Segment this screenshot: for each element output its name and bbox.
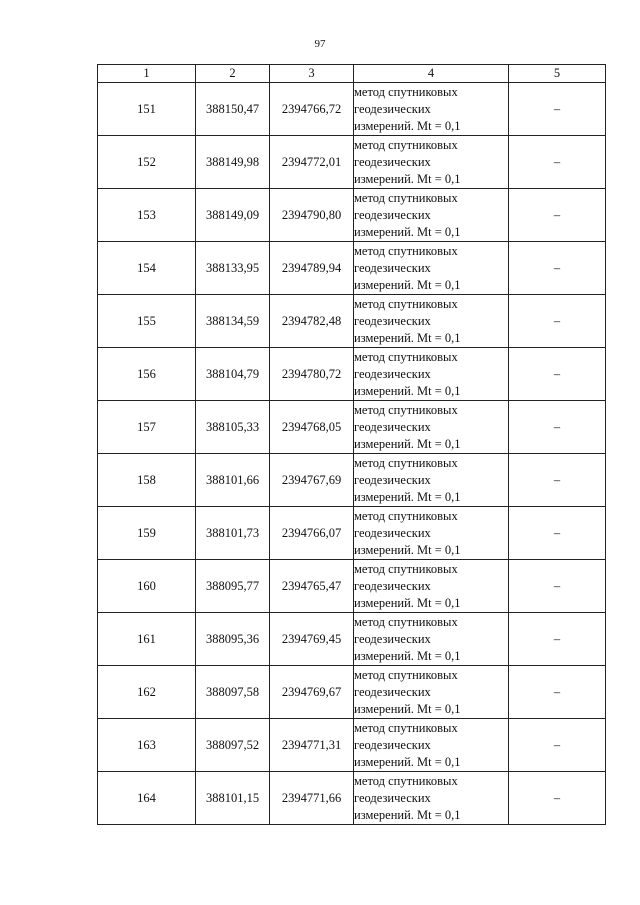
method-line: метод спутниковых bbox=[354, 84, 458, 99]
method-line: метод спутниковых bbox=[354, 243, 458, 258]
method-cell bbox=[354, 772, 509, 825]
method-line: измерений. Mt = 0,1 bbox=[354, 489, 461, 504]
point-number-cell: 163 bbox=[98, 719, 196, 772]
table-row bbox=[98, 560, 606, 613]
column-header-5: 5 bbox=[509, 65, 606, 83]
note-cell: – bbox=[509, 560, 606, 613]
method-line: геодезических bbox=[354, 207, 431, 222]
method-line: измерений. Mt = 0,1 bbox=[354, 118, 461, 133]
method-line: измерений. Mt = 0,1 bbox=[354, 277, 461, 292]
method-cell bbox=[354, 189, 509, 242]
method-line: геодезических bbox=[354, 472, 431, 487]
note-cell: – bbox=[509, 242, 606, 295]
x-coordinate-cell: 388095,36 bbox=[196, 613, 270, 666]
method-line: метод спутниковых bbox=[354, 402, 458, 417]
x-coordinate-cell: 388133,95 bbox=[196, 242, 270, 295]
method-cell bbox=[354, 242, 509, 295]
y-coordinate-cell: 2394771,66 bbox=[270, 772, 354, 825]
note-cell: – bbox=[509, 348, 606, 401]
method-line: измерений. Mt = 0,1 bbox=[354, 436, 461, 451]
coordinates-table bbox=[97, 64, 606, 825]
table-row bbox=[98, 242, 606, 295]
table-header-row bbox=[98, 65, 606, 83]
method-line: метод спутниковых bbox=[354, 614, 458, 629]
y-coordinate-cell: 2394780,72 bbox=[270, 348, 354, 401]
table-row bbox=[98, 83, 606, 136]
x-coordinate-cell: 388149,09 bbox=[196, 189, 270, 242]
method-line: геодезических bbox=[354, 684, 431, 699]
x-coordinate-cell: 388097,52 bbox=[196, 719, 270, 772]
x-coordinate-cell: 388150,47 bbox=[196, 83, 270, 136]
point-number-cell: 164 bbox=[98, 772, 196, 825]
method-line: метод спутниковых bbox=[354, 296, 458, 311]
method-line: геодезических bbox=[354, 790, 431, 805]
method-cell bbox=[354, 83, 509, 136]
note-cell: – bbox=[509, 613, 606, 666]
table-row bbox=[98, 454, 606, 507]
note-cell: – bbox=[509, 454, 606, 507]
method-line: метод спутниковых bbox=[354, 190, 458, 205]
column-header-4: 4 bbox=[354, 65, 509, 83]
column-header-3: 3 bbox=[270, 65, 354, 83]
x-coordinate-cell: 388101,66 bbox=[196, 454, 270, 507]
table-row bbox=[98, 348, 606, 401]
method-line: измерений. Mt = 0,1 bbox=[354, 383, 461, 398]
y-coordinate-cell: 2394765,47 bbox=[270, 560, 354, 613]
method-line: геодезических bbox=[354, 419, 431, 434]
y-coordinate-cell: 2394767,69 bbox=[270, 454, 354, 507]
method-line: измерений. Mt = 0,1 bbox=[354, 754, 461, 769]
column-header-1: 1 bbox=[98, 65, 196, 83]
note-cell: – bbox=[509, 295, 606, 348]
y-coordinate-cell: 2394769,45 bbox=[270, 613, 354, 666]
method-line: метод спутниковых bbox=[354, 455, 458, 470]
method-cell bbox=[354, 666, 509, 719]
point-number-cell: 155 bbox=[98, 295, 196, 348]
method-line: измерений. Mt = 0,1 bbox=[354, 807, 461, 822]
method-line: измерений. Mt = 0,1 bbox=[354, 171, 461, 186]
method-line: геодезических bbox=[354, 313, 431, 328]
column-header-2: 2 bbox=[196, 65, 270, 83]
note-cell: – bbox=[509, 666, 606, 719]
method-line: измерений. Mt = 0,1 bbox=[354, 595, 461, 610]
method-cell bbox=[354, 136, 509, 189]
point-number-cell: 161 bbox=[98, 613, 196, 666]
method-cell bbox=[354, 454, 509, 507]
x-coordinate-cell: 388105,33 bbox=[196, 401, 270, 454]
x-coordinate-cell: 388149,98 bbox=[196, 136, 270, 189]
table-row bbox=[98, 666, 606, 719]
method-line: метод спутниковых bbox=[354, 561, 458, 576]
point-number-cell: 151 bbox=[98, 83, 196, 136]
x-coordinate-cell: 388101,73 bbox=[196, 507, 270, 560]
method-line: метод спутниковых bbox=[354, 137, 458, 152]
table-row bbox=[98, 401, 606, 454]
table-body bbox=[98, 65, 606, 825]
y-coordinate-cell: 2394772,01 bbox=[270, 136, 354, 189]
method-line: геодезических bbox=[354, 260, 431, 275]
note-cell: – bbox=[509, 401, 606, 454]
method-line: метод спутниковых bbox=[354, 349, 458, 364]
method-line: измерений. Mt = 0,1 bbox=[354, 701, 461, 716]
method-line: измерений. Mt = 0,1 bbox=[354, 224, 461, 239]
table-row bbox=[98, 719, 606, 772]
point-number-cell: 162 bbox=[98, 666, 196, 719]
method-line: геодезических bbox=[354, 631, 431, 646]
point-number-cell: 157 bbox=[98, 401, 196, 454]
y-coordinate-cell: 2394766,72 bbox=[270, 83, 354, 136]
table-row bbox=[98, 189, 606, 242]
y-coordinate-cell: 2394789,94 bbox=[270, 242, 354, 295]
point-number-cell: 154 bbox=[98, 242, 196, 295]
method-line: метод спутниковых bbox=[354, 508, 458, 523]
method-line: геодезических bbox=[354, 737, 431, 752]
table-row bbox=[98, 295, 606, 348]
point-number-cell: 158 bbox=[98, 454, 196, 507]
table-row bbox=[98, 136, 606, 189]
y-coordinate-cell: 2394768,05 bbox=[270, 401, 354, 454]
method-line: измерений. Mt = 0,1 bbox=[354, 648, 461, 663]
method-line: геодезических bbox=[354, 366, 431, 381]
method-line: измерений. Mt = 0,1 bbox=[354, 542, 461, 557]
point-number-cell: 159 bbox=[98, 507, 196, 560]
x-coordinate-cell: 388095,77 bbox=[196, 560, 270, 613]
y-coordinate-cell: 2394782,48 bbox=[270, 295, 354, 348]
x-coordinate-cell: 388101,15 bbox=[196, 772, 270, 825]
point-number-cell: 156 bbox=[98, 348, 196, 401]
point-number-cell: 153 bbox=[98, 189, 196, 242]
y-coordinate-cell: 2394790,80 bbox=[270, 189, 354, 242]
point-number-cell: 152 bbox=[98, 136, 196, 189]
x-coordinate-cell: 388097,58 bbox=[196, 666, 270, 719]
x-coordinate-cell: 388104,79 bbox=[196, 348, 270, 401]
x-coordinate-cell: 388134,59 bbox=[196, 295, 270, 348]
method-cell bbox=[354, 613, 509, 666]
point-number-cell: 160 bbox=[98, 560, 196, 613]
note-cell: – bbox=[509, 83, 606, 136]
method-cell bbox=[354, 401, 509, 454]
method-cell bbox=[354, 348, 509, 401]
table-row bbox=[98, 772, 606, 825]
page-number: 97 bbox=[314, 38, 326, 50]
method-line: геодезических bbox=[354, 525, 431, 540]
note-cell: – bbox=[509, 772, 606, 825]
table-row bbox=[98, 507, 606, 560]
method-line: метод спутниковых bbox=[354, 667, 458, 682]
note-cell: – bbox=[509, 507, 606, 560]
method-cell bbox=[354, 507, 509, 560]
method-cell bbox=[354, 560, 509, 613]
method-cell bbox=[354, 295, 509, 348]
y-coordinate-cell: 2394766,07 bbox=[270, 507, 354, 560]
y-coordinate-cell: 2394771,31 bbox=[270, 719, 354, 772]
table-row bbox=[98, 613, 606, 666]
note-cell: – bbox=[509, 719, 606, 772]
method-line: геодезических bbox=[354, 101, 431, 116]
method-line: метод спутниковых bbox=[354, 773, 458, 788]
note-cell: – bbox=[509, 136, 606, 189]
method-line: геодезических bbox=[354, 154, 431, 169]
method-cell bbox=[354, 719, 509, 772]
method-line: измерений. Mt = 0,1 bbox=[354, 330, 461, 345]
method-line: геодезических bbox=[354, 578, 431, 593]
note-cell: – bbox=[509, 189, 606, 242]
y-coordinate-cell: 2394769,67 bbox=[270, 666, 354, 719]
method-line: метод спутниковых bbox=[354, 720, 458, 735]
